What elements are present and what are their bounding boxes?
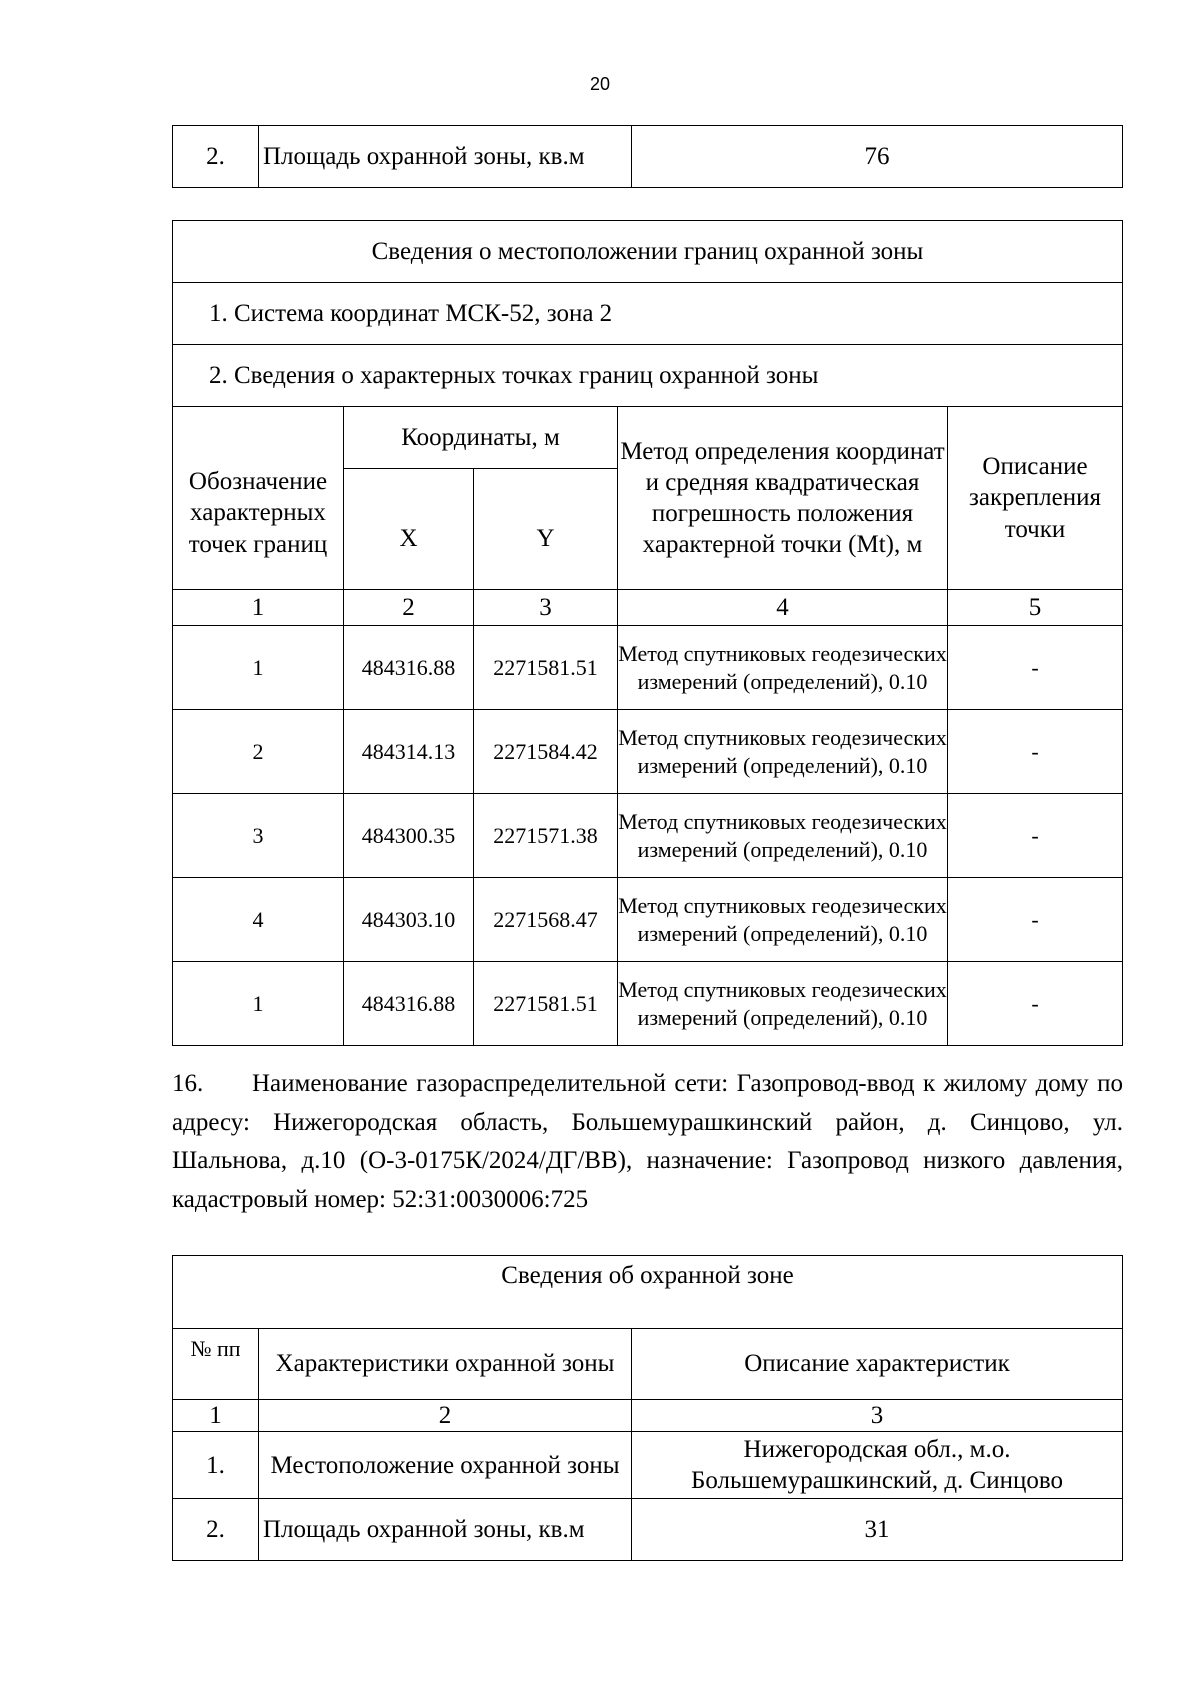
point-y: 2271584.42: [474, 710, 618, 794]
header-x: X: [344, 469, 474, 590]
table-row: [173, 1499, 1123, 1561]
col-number: 1: [173, 1400, 259, 1432]
table-row: [173, 1432, 1123, 1499]
point-description: -: [948, 962, 1123, 1046]
table-row: [173, 962, 1123, 1046]
table-row: [173, 1256, 1123, 1329]
table-title: Сведения о местоположении границ охранной зоны: [173, 221, 1123, 283]
row-label: Площадь охранной зоны, кв.м: [259, 1499, 632, 1561]
zone-area-table: [172, 125, 1123, 188]
row-number: 2.: [173, 126, 259, 188]
col-number: 5: [948, 590, 1123, 626]
table-row: [173, 626, 1123, 710]
header-method: Метод определения координат и средняя квадратическая погрешность положения характерной точки (Mt), м: [618, 407, 948, 590]
point-method: Метод спутниковых геодезических измерений (определений), 0.10: [618, 794, 948, 878]
point-id: 1: [173, 626, 344, 710]
point-id: 3: [173, 794, 344, 878]
point-y: 2271571.38: [474, 794, 618, 878]
table-title: Сведения об охранной зоне: [173, 1256, 1123, 1329]
point-x: 484314.13: [344, 710, 474, 794]
point-description: -: [948, 878, 1123, 962]
header-row: [173, 1329, 1123, 1400]
column-numbers-row: [173, 590, 1123, 626]
row-value: 76: [632, 126, 1123, 188]
point-description: -: [948, 626, 1123, 710]
col-number: 2: [344, 590, 474, 626]
point-method: Метод спутниковых геодезических измерений (определений), 0.10: [618, 962, 948, 1046]
point-y: 2271581.51: [474, 962, 618, 1046]
col-number: 2: [259, 1400, 632, 1432]
point-description: -: [948, 794, 1123, 878]
table-row: [173, 126, 1123, 188]
row-number: 1.: [173, 1432, 259, 1499]
zone-info-table: [172, 1255, 1123, 1561]
header-coordinates: Координаты, м: [344, 407, 618, 469]
point-x: 484316.88: [344, 626, 474, 710]
point-description: -: [948, 710, 1123, 794]
col-number: 4: [618, 590, 948, 626]
paragraph-text: Наименование газораспределительной сети: Газопровод-ввод к жилому дому по адресу: Нижегородская область, Большемурашкинский район, д. Синцово, ул. Шальнова, д.10 (О-3-0175К/2024/ДГ/ВВ), назначение: Газопровод низкого давления, кадастровый номер: 52:31:0030006:725: [172, 1070, 1123, 1213]
row-label: Площадь охранной зоны, кв.м: [259, 126, 632, 188]
point-x: 484316.88: [344, 962, 474, 1046]
coordinate-system: 1. Система координат МСК-52, зона 2: [173, 283, 1123, 345]
point-id: 2: [173, 710, 344, 794]
header-y: Y: [474, 469, 618, 590]
table-row: [173, 283, 1123, 345]
col-number: 1: [173, 590, 344, 626]
table-row: [173, 221, 1123, 283]
paragraph-number: 16.: [172, 1070, 204, 1097]
points-heading: 2. Сведения о характерных точках границ охранной зоны: [173, 345, 1123, 407]
point-method: Метод спутниковых геодезических измерений (определений), 0.10: [618, 878, 948, 962]
header-characteristics: Характеристики охранной зоны: [259, 1329, 632, 1400]
header-description: Описание характеристик: [632, 1329, 1123, 1400]
table-row: [173, 878, 1123, 962]
column-numbers-row: [173, 1400, 1123, 1432]
row-label: Местоположение охранной зоны: [259, 1432, 632, 1499]
table-row: [173, 345, 1123, 407]
header-row: [173, 407, 1123, 469]
boundary-points-table: [172, 220, 1123, 1046]
page-number: 20: [589, 74, 611, 94]
point-id: 1: [173, 962, 344, 1046]
point-method: Метод спутниковых геодезических измерений (определений), 0.10: [618, 710, 948, 794]
point-x: 484303.10: [344, 878, 474, 962]
network-paragraph: [172, 1065, 1123, 1219]
row-number: 2.: [173, 1499, 259, 1561]
table-row: [173, 794, 1123, 878]
row-value: Нижегородская обл., м.о. Большемурашкинский, д. Синцово: [632, 1432, 1123, 1499]
point-y: 2271581.51: [474, 626, 618, 710]
col-number: 3: [474, 590, 618, 626]
header-description: Описание закрепления точки: [948, 407, 1123, 590]
point-id: 4: [173, 878, 344, 962]
header-designation: Обозначение характерных точек границ: [173, 407, 344, 590]
point-x: 484300.35: [344, 794, 474, 878]
row-value: 31: [632, 1499, 1123, 1561]
table-row: [173, 710, 1123, 794]
header-num: № пп: [173, 1329, 259, 1400]
point-y: 2271568.47: [474, 878, 618, 962]
point-method: Метод спутниковых геодезических измерений (определений), 0.10: [618, 626, 948, 710]
col-number: 3: [632, 1400, 1123, 1432]
